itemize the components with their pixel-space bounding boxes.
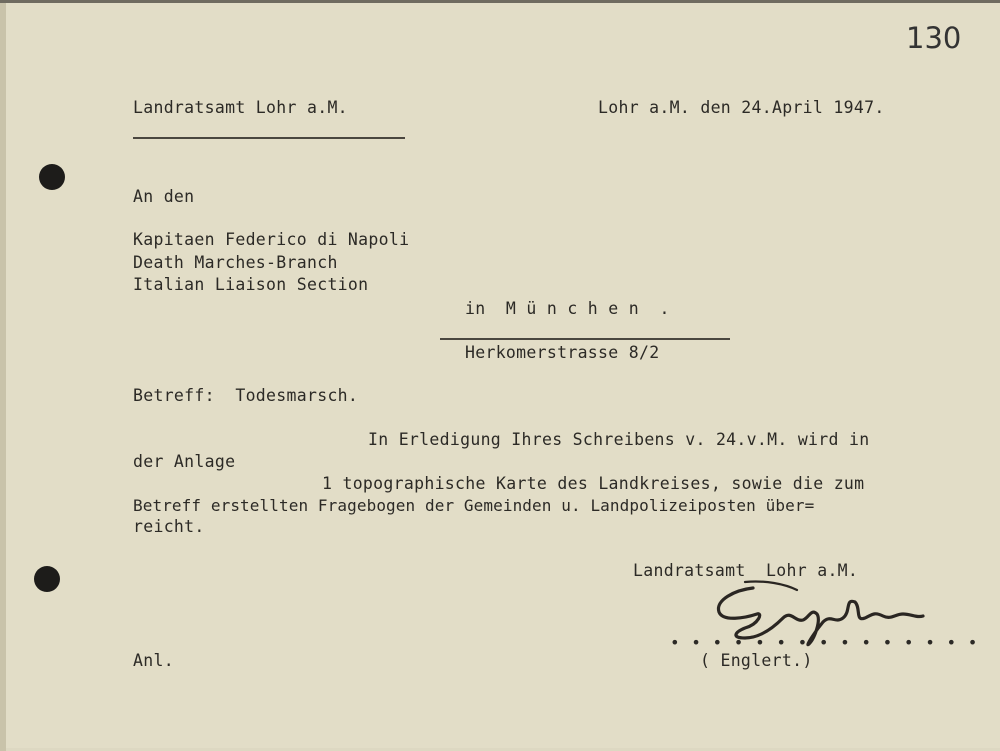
- signer-name: ( Englert.): [700, 651, 813, 670]
- closing-office: Landratsamt Lohr a.M.: [633, 561, 859, 580]
- enclosure-label: Anl.: [133, 651, 174, 670]
- recipient-city: in M ü n c h e n .: [465, 299, 670, 318]
- body-line-4: Betreff erstellten Fragebogen der Gemeinden u. Landpolizeiposten über=: [133, 496, 815, 515]
- body-line-5: reicht.: [133, 517, 205, 536]
- page-edge: [0, 3, 6, 751]
- recipient-name: Kapitaen Federico di Napoli: [133, 230, 410, 249]
- page-number: 130: [906, 21, 962, 55]
- body-line-3: 1 topographische Karte des Landkreises, sowie die zum: [322, 474, 865, 493]
- sender-office: Landratsamt Lohr a.M.: [133, 98, 348, 117]
- recipient-branch: Death Marches-Branch: [133, 253, 338, 272]
- city-underline: [440, 338, 730, 340]
- recipient-street: Herkomerstrasse 8/2: [465, 343, 660, 362]
- subject-line: Betreff: Todesmarsch.: [133, 386, 359, 405]
- sender-underline: [133, 137, 405, 139]
- body-line-1: In Erledigung Ihres Schreibens v. 24.v.M. wird in: [368, 430, 870, 449]
- punch-hole-bottom: [34, 566, 60, 592]
- place-date: Lohr a.M. den 24.April 1947.: [598, 98, 885, 117]
- punch-hole-top: [39, 164, 65, 190]
- signature-dotted-line: • • • • • • • • • • • • • • •: [670, 633, 979, 652]
- recipient-salutation: An den: [133, 187, 195, 206]
- recipient-section: Italian Liaison Section: [133, 275, 369, 294]
- body-line-2: der Anlage: [133, 452, 236, 471]
